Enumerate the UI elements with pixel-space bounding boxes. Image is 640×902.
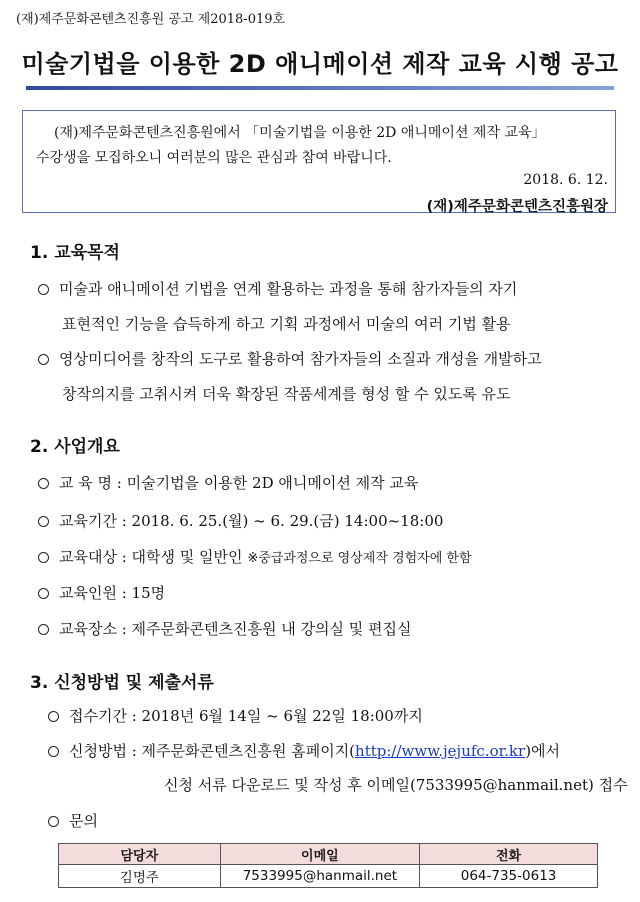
overview-period: 교육기간 : 2018. 6. 25.(월) ~ 6. 29.(금) 14:00~18:00 <box>38 510 443 531</box>
notice-date: 2018. 6. 12. <box>523 172 608 188</box>
homepage-link[interactable]: http://www.jejufc.or.kr <box>355 742 526 760</box>
overview-place: 교육장소 : 제주문화콘텐츠진흥원 내 강의실 및 편집실 <box>38 618 411 639</box>
contact-table <box>58 843 598 888</box>
cell-email: 7533995@hanmail.net <box>220 865 419 888</box>
issuer-name: (재)제주문화콘텐츠진흥원장 <box>426 199 608 215</box>
target-note: ※중급과정으로 영상제작 경험자에 한함 <box>247 551 472 566</box>
document-number: (재)제주문화콘텐츠진흥원 공고 제2018-019호 <box>16 12 286 27</box>
overview-count: 교육인원 : 15명 <box>38 582 165 603</box>
title-underline <box>26 86 614 90</box>
notice-line-2: 수강생을 모집하오니 여러분의 많은 관심과 참여 바랍니다. <box>36 150 392 166</box>
application-method: 신청방법 : 제주문화콘텐츠진흥원 홈페이지(http://www.jejufc.or.kr)에서 <box>48 740 560 761</box>
application-deadline: 접수기간 : 2018년 6월 14일 ~ 6월 22일 18:00까지 <box>48 705 423 726</box>
page-title: 미술기법을 이용한 2D 애니메이션 제작 교육 시행 공고 <box>21 50 619 78</box>
circle-bullet-icon <box>38 354 49 365</box>
section-heading-overview: 2. 사업개요 <box>30 437 120 457</box>
notice-line-1: (재)제주문화콘텐츠진흥원에서 「미술기법을 이용한 2D 애니메이션 제작 교육」 <box>54 125 546 141</box>
header-email: 이메일 <box>220 844 419 865</box>
application-method-cont: 신청 서류 다운로드 및 작성 후 이메일(7533995@hanmail.net) 접수 <box>164 776 628 794</box>
header-contact-person: 담당자 <box>59 844 221 865</box>
header-phone: 전화 <box>420 844 598 865</box>
circle-bullet-icon <box>38 478 49 489</box>
circle-bullet-icon <box>38 588 49 599</box>
circle-bullet-icon <box>38 552 49 563</box>
cell-contact-person: 김명주 <box>59 865 221 888</box>
purpose-bullet-1: 미술과 애니메이션 기법을 연계 활용하는 과정을 통해 참가자들의 자기 <box>38 278 517 299</box>
table-header-row <box>59 844 598 865</box>
purpose-bullet-2: 영상미디어를 창작의 도구로 활용하여 참가자들의 소질과 개성을 개발하고 <box>38 348 542 369</box>
section-heading-purpose: 1. 교육목적 <box>30 243 120 263</box>
inquiry-label: 문의 <box>48 810 98 831</box>
circle-bullet-icon <box>38 624 49 635</box>
purpose-bullet-2-cont: 창작의지를 고취시켜 더욱 확장된 작품세계를 형성 할 수 있도록 유도 <box>62 385 511 403</box>
circle-bullet-icon <box>48 816 59 827</box>
circle-bullet-icon <box>48 746 59 757</box>
overview-course-name: 교 육 명 : 미술기법을 이용한 2D 애니메이션 제작 교육 <box>38 472 418 493</box>
overview-target: 교육대상 : 대학생 및 일반인 ※중급과정으로 영상제작 경험자에 한함 <box>38 546 472 567</box>
circle-bullet-icon <box>48 711 59 722</box>
table-row <box>59 865 598 888</box>
cell-phone: 064-735-0613 <box>420 865 598 888</box>
purpose-bullet-1-cont: 표현적인 기능을 습득하게 하고 기획 과정에서 미술의 여러 기법 활용 <box>62 315 511 333</box>
circle-bullet-icon <box>38 284 49 295</box>
section-heading-application: 3. 신청방법 및 제출서류 <box>30 673 214 693</box>
circle-bullet-icon <box>38 516 49 527</box>
